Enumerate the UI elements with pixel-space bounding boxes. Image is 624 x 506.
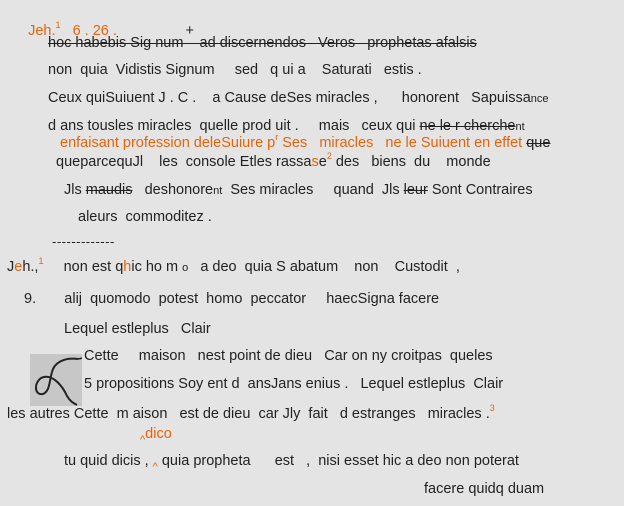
separator-dashes: ------------- xyxy=(52,234,115,249)
line-18: facere quidq duam xyxy=(424,481,545,497)
line-14: 5 propositions Soy ent d ansJans enius . Lequel estleplus Clair xyxy=(84,376,504,392)
line-2: hoc habebis Sig num ad discernendos Veros prophetas afalsis xyxy=(48,35,477,51)
line-17: tu quid dicis , $_{\^{}}$ quia propheta est , nisi esset hic a deo non poterat xyxy=(64,453,519,473)
line-11: 9. alij quomodo potest homo peccator haecSigna facere xyxy=(24,291,440,307)
ref-jeh-1: Jeh.$^1$ 6 . 26 . xyxy=(28,20,117,39)
sketch-image xyxy=(30,354,82,406)
plus-mark: + xyxy=(185,23,194,39)
line-5: d ans tousles miracles quelle prod uit . mais ceux qui ne le r cherchent xyxy=(48,118,525,134)
line-3: non quia Vidistis Signum sed q ui a Saturati estis . xyxy=(48,62,422,78)
line-6-insertion: enfaisant profession deleSuiure $p^r$ Ses miracles ne le Suiuent en effet que xyxy=(60,132,551,151)
line-13: Cette maison nest point de dieu Car on ny croitpas queles xyxy=(84,348,493,364)
line-16-insertion: $_{\^{}}$dico xyxy=(140,426,172,446)
line-12: Lequel estleplus Clair xyxy=(64,321,211,337)
line-7: queparcequJl les console Etles rassase$^2$ des biens du monde xyxy=(56,151,491,170)
pen-stroke-drawing xyxy=(30,354,82,406)
line-8: Jls maudis deshonorent Ses miracles quand Jls leur Sont Contraires xyxy=(64,182,533,198)
line-9: aleurs commoditez . xyxy=(78,209,212,225)
line-10: Jeh.,$^1$ non est qhic ho m o a deo quia S abatum non Custodit , xyxy=(7,256,460,275)
line-15: les autres Cette m aison est de dieu car Jly fait d estranges miracles .$^3$ xyxy=(7,403,495,422)
line-4: Ceux quiSuiuent J . C . a Cause deSes miracles , honorent Sapuissance xyxy=(48,90,549,106)
